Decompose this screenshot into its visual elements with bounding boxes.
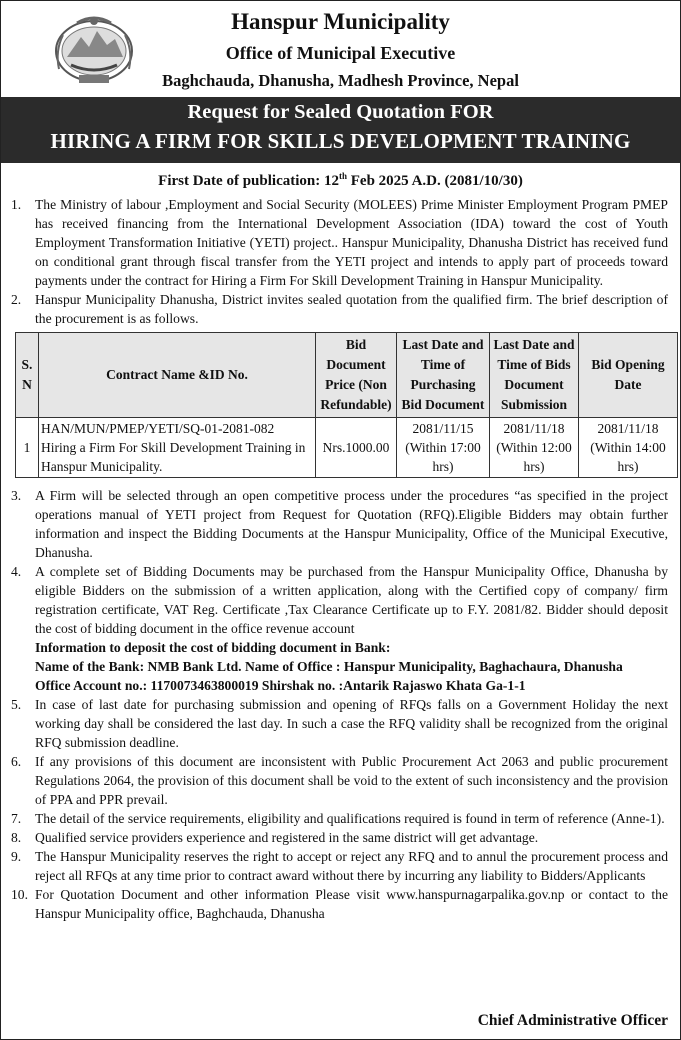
procurement-table [15, 332, 678, 478]
row-contract [39, 418, 316, 478]
office-address: Baghchauda, Dhanusha, Madhesh Province, Nepal [162, 71, 519, 90]
table-row [16, 418, 678, 478]
bank-info-line-1: Name of the Bank: NMB Bank Ltd. Name of Office : Hanspur Municipality, Baghachaura, Dhanusha [35, 659, 623, 674]
publication-date: First Date of publication: 12th Feb 2025 A.D. (2081/10/30) [158, 171, 523, 189]
contract-id: HAN/MUN/PMEP/YETI/SQ-01-2081-082 [41, 421, 275, 436]
col-submission-header: Last Date and Time of Bids Document Submission [490, 333, 579, 418]
col-purchase-header: Last Date and Time of Purchasing Bid Document [397, 333, 490, 418]
clause-9: 9. The Hanspur Municipality reserves the right to accept or reject any RFQ and to annul the procurement process and reject all RFQs at any time prior to contract award without there by incurring any liability to Bidders/Applicants [11, 849, 668, 883]
clause-10: 10. For Quotation Document and other information Please visit www.hanspurnagarpalika.gov.np or contact to the Hanspur Municipality office, Baghchauda, Dhanusha [11, 887, 668, 921]
table-header-row [16, 333, 678, 418]
row-purchase: 2081/11/15 (Within 17:00 hrs) [397, 418, 490, 478]
col-price-header: Bid Document Price (Non Refundable) [316, 333, 397, 418]
row-submission: 2081/11/18 (Within 12:00 hrs) [490, 418, 579, 478]
clause-3: 3. A Firm will be selected through an open competitive process under the procedures “as specified in the project operations manual of YETI project from Request for Quotation (RFQ).Eligible Bidders may obtain further information and inspect the Bidding Documents at the Hanspur Municipality, Office of the Municipal Executive, Dhanusha. [11, 488, 668, 560]
notice-body [11, 195, 668, 923]
municipality-title: Hanspur Municipality [231, 9, 450, 34]
col-contract-header: Contract Name &ID No. [39, 333, 316, 418]
header [1, 1, 680, 95]
banner-line-1: Request for Sealed Quotation FOR [187, 101, 494, 123]
col-opening-header: Bid Opening Date [579, 333, 678, 418]
clause-1: 1. The Ministry of labour ,Employment and Social Security (MOLEES) Prime Minister Employment Program PMEP has received financing from the International Development Association (IDA) toward the cost of Youth Employment Transformation Initiative (YETI) project.. Hanspur Municipality, Dhanusha District has received fund on conditional grant through fiscal transfer from the YETI project and intends to apply part of proceeds toward payments under the contract for Hiring a Firm For Skill Development Training in Hanspur Municipality. [11, 197, 668, 288]
clause-5: 5. In case of last date for purchasing submission and opening of RFQs falls on a Government Holiday the next working day shall be considered the last day. In such a case the RFQ validity shall be recognized from the original RFQ submission deadline. [11, 697, 668, 750]
row-opening: 2081/11/18 (Within 14:00 hrs) [579, 418, 678, 478]
signatory-title: Chief Administrative Officer [477, 1012, 668, 1029]
clause-7: 7. The detail of the service requirements, eligibility and qualifications required is found in term of reference (Anne-1). [11, 811, 665, 826]
bank-info-line-2: Office Account no.: 1170073463800019 Shirshak no. :Antarik Rajaswo Khata Ga-1-1 [35, 678, 526, 693]
col-sn-header: S. N [16, 333, 39, 418]
office-subtitle: Office of Municipal Executive [225, 43, 456, 63]
title-banner [1, 97, 680, 163]
row-price: Nrs.1000.00 [316, 418, 397, 478]
clause-4: 4. A complete set of Bidding Documents may be purchased from the Hanspur Municipality Office, Dhanusha by eligible Bidders on the submission of a written application, along with the Certified copy of company/ firm registration certificate, VAT Reg. Certificate ,Tax Clearance Certificate up to F.Y. 2081/82. Bidder should deposit the cost of bidding document in the office revenue account Information to deposit the cost of bidding document in Bank: Name of the Bank: NMB Bank Ltd. Name of Office : Hanspur Municipality, Baghachaura, Dhanusha Office Account no.: 1170073463800019 Shirshak no. :Antarik Rajaswo Khata Ga-1-1 [11, 564, 668, 693]
clause-6: 6. If any provisions of this document are inconsistent with Public Procurement Act 2063 and public procurement Regulations 2064, the provision of this document shall be void to the extent of such inconsistency and the provision of PPA and PPR prevail. [11, 754, 668, 807]
banner-line-2: HIRING A FIRM FOR SKILLS DEVELOPMENT TRAINING [50, 129, 631, 153]
contract-name: Hiring a Firm For Skill Development Training in Hanspur Municipality. [41, 440, 306, 474]
clause-8: 8. Qualified service providers experience and registered in the same district will get advantage. [11, 830, 539, 845]
row-sn: 1 [16, 418, 39, 478]
clause-2: 2. Hanspur Municipality Dhanusha, District invites sealed quotation from the qualified firm. The brief description of the procurement is as follows. [11, 292, 668, 326]
bank-info-heading: Information to deposit the cost of bidding document in Bank: [35, 640, 391, 655]
